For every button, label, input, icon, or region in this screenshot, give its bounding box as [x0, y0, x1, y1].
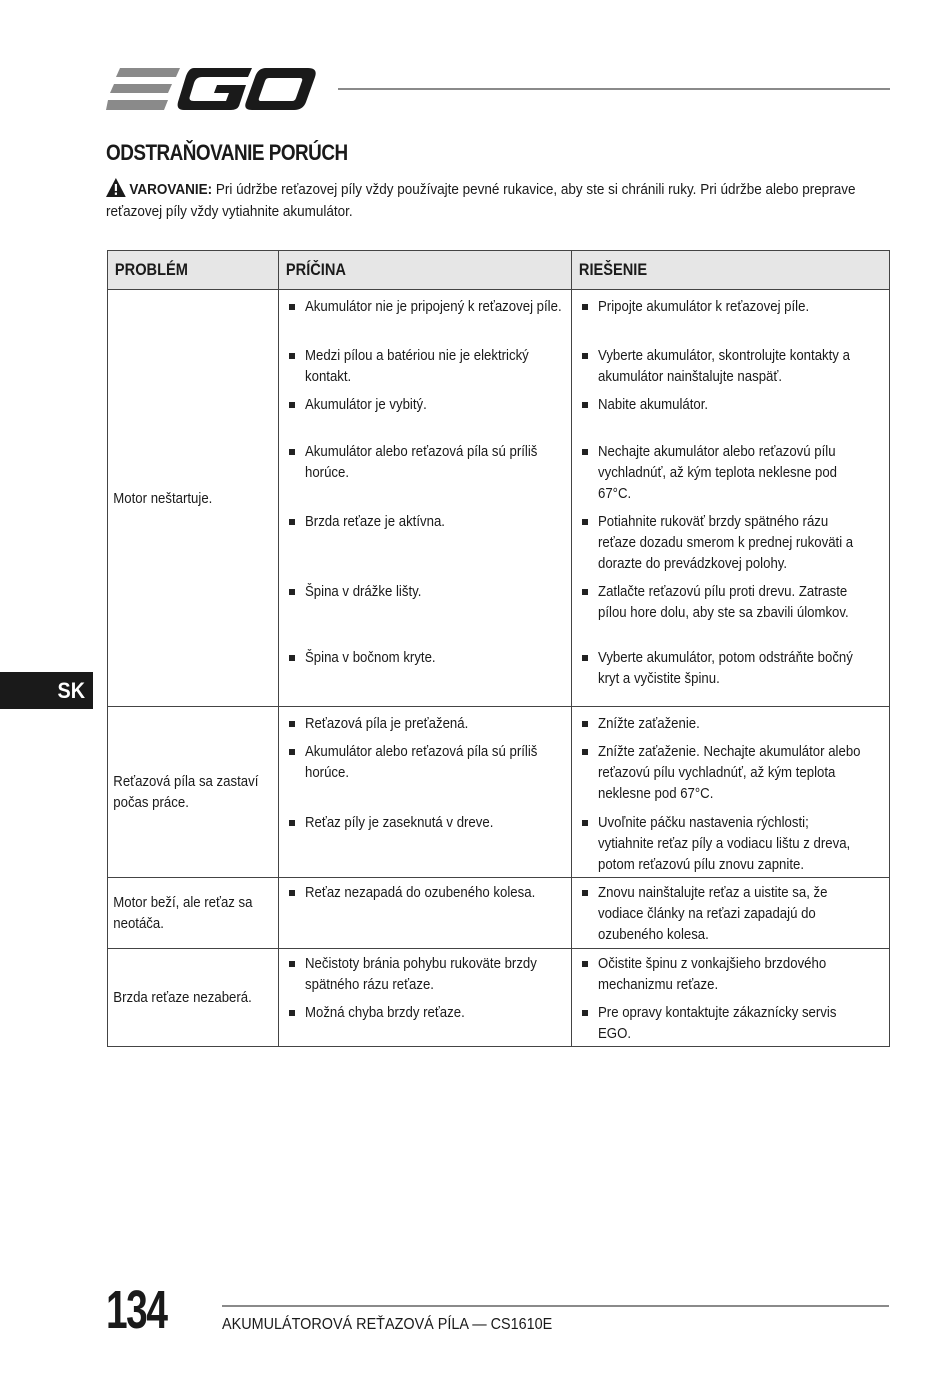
solution-cell: [572, 878, 890, 949]
warning-text: Pri údržbe reťazovej píly vždy používajte pevné rukavice, aby ste si chránili ruky. Pri údržbe alebo preprave reťazovej píly vždy vytiahnite akumulátor.: [106, 181, 856, 220]
troubleshooting-table: [107, 250, 890, 1047]
table-row: [108, 707, 890, 878]
list-item: Potiahnite rukoväť brzdy spätného rázu reťaze dozadu smerom k prednej rukoväti a dorazte do prevádzkovej polohy.: [572, 511, 889, 581]
list-item: Akumulátor je vybitý.: [279, 394, 571, 441]
cause-cell: [279, 290, 572, 707]
list-item: Vyberte akumulátor, skontrolujte kontakty a akumulátor nainštalujte naspäť.: [572, 345, 889, 394]
table-row: [108, 290, 890, 707]
solution-cell: [572, 707, 890, 878]
list-item: Akumulátor alebo reťazová píla sú príliš horúce.: [279, 741, 571, 812]
list-item: Pripojte akumulátor k reťazovej píle.: [572, 296, 889, 345]
problem-cell: Reťazová píla sa zastaví počas práce.: [108, 707, 279, 878]
cause-cell: [279, 707, 572, 878]
ego-logo: [106, 66, 318, 112]
table-row: [108, 878, 890, 949]
list-item: Medzi pílou a batériou nie je elektrický kontakt.: [279, 345, 571, 394]
list-item: Zatlačte reťazovú pílu proti drevu. Zatraste pílou hore dolu, aby ste sa zbavili úlomkov.: [572, 581, 889, 647]
list-item: Reťazová píla je preťažená.: [279, 713, 571, 741]
table-header-row: [108, 251, 890, 290]
list-item: Akumulátor nie je pripojený k reťazovej píle.: [279, 296, 571, 345]
list-item: Znížte zaťaženie. Nechajte akumulátor alebo reťazovú pílu vychladnúť, až kým teplota neklesne pod 67°C.: [572, 741, 889, 812]
header-rule: [338, 88, 890, 90]
warning-paragraph: [106, 178, 880, 223]
list-item: Vyberte akumulátor, potom odstráňte bočný kryt a vyčistite špinu.: [572, 647, 889, 695]
footer-title: AKUMULÁTOROVÁ REŤAZOVÁ PÍLA — CS1610E: [222, 1316, 553, 1333]
list-item: Nechajte akumulátor alebo reťazovú pílu vychladnúť, až kým teplota neklesne pod 67°C.: [572, 441, 889, 511]
list-item: Nabite akumulátor.: [572, 394, 889, 441]
header-solution: RIEŠENIE: [572, 251, 890, 290]
list-item: Znížte zaťaženie.: [572, 713, 889, 741]
list-item: Možná chyba brzdy reťaze.: [279, 1002, 571, 1044]
page-number: 134: [106, 1280, 167, 1340]
cause-cell: [279, 949, 572, 1047]
list-item: Uvoľnite páčku nastavenia rýchlosti; vytiahnite reťaz píly a vodiacu lištu z dreva, potom reťazovú pílu znovu zapnite.: [572, 812, 889, 876]
list-item: Reťaz nezapadá do ozubeného kolesa.: [279, 882, 571, 903]
list-item: Znovu nainštalujte reťaz a uistite sa, že vodiace články na reťazi zapadajú do ozubeného kolesa.: [572, 882, 889, 945]
list-item: Špina v bočnom kryte.: [279, 647, 571, 695]
solution-cell: [572, 290, 890, 707]
header-problem: PROBLÉM: [108, 251, 279, 290]
list-item: Brzda reťaze je aktívna.: [279, 511, 571, 581]
list-item: Nečistoty bránia pohybu rukoväte brzdy spätného rázu reťaze.: [279, 953, 571, 1002]
footer-rule: [222, 1305, 889, 1307]
table-row: [108, 949, 890, 1047]
cause-cell: [279, 878, 572, 949]
list-item: Pre opravy kontaktujte zákaznícky servis EGO.: [572, 1002, 889, 1044]
list-item: Akumulátor alebo reťazová píla sú príliš horúce.: [279, 441, 571, 511]
page-title: ODSTRAŇOVANIE PORÚCH: [106, 140, 348, 165]
list-item: Špina v drážke lišty.: [279, 581, 571, 647]
problem-cell: Motor beží, ale reťaz sa neotáča.: [108, 878, 279, 949]
language-tab: SK: [0, 672, 93, 709]
solution-cell: [572, 949, 890, 1047]
list-item: Očistite špinu z vonkajšieho brzdového mechanizmu reťaze.: [572, 953, 889, 1002]
list-item: Reťaz píly je zaseknutá v dreve.: [279, 812, 571, 876]
problem-cell: Brzda reťaze nezaberá.: [108, 949, 279, 1047]
warning-label: VAROVANIE:: [129, 181, 213, 198]
warning-triangle-icon: [106, 178, 126, 197]
header-cause: PRÍČINA: [279, 251, 572, 290]
problem-cell: Motor neštartuje.: [108, 290, 279, 707]
